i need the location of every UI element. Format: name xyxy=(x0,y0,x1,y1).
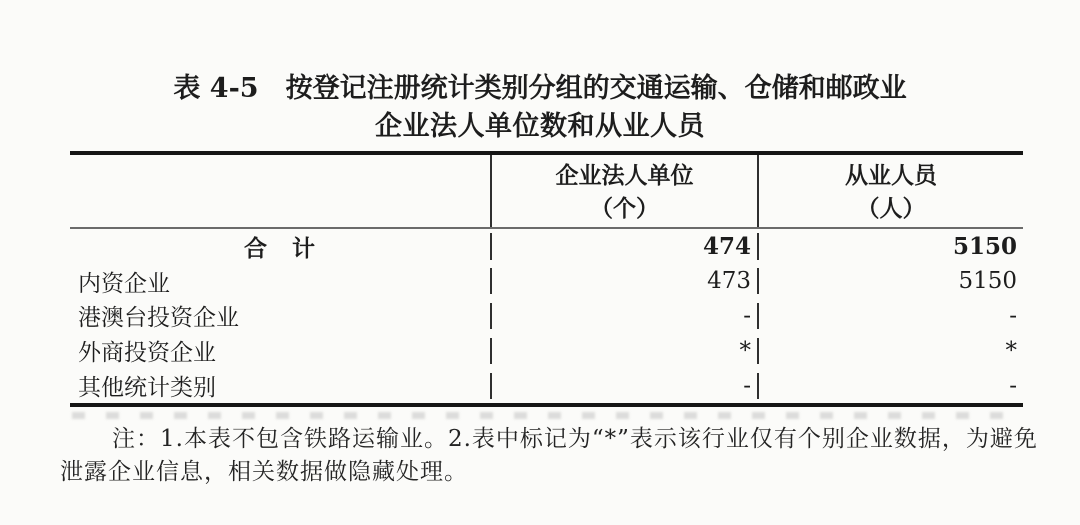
employee-count: 5150 xyxy=(757,268,1023,294)
header-category-cell xyxy=(70,155,490,227)
table-row-domestic xyxy=(70,264,1023,299)
header-legal-entity-cell xyxy=(490,155,757,227)
header-employees-unit: （人） xyxy=(856,195,926,222)
header-employees-label: 从业人员 xyxy=(845,162,937,189)
table-row-foreign xyxy=(70,333,1023,368)
legal-entity-count: - xyxy=(490,303,757,329)
legal-entity-count: * xyxy=(490,338,757,364)
employee-count: - xyxy=(757,373,1023,399)
table-title-line1: 表 4-5 按登记注册统计类别分组的交通运输、仓储和邮政业 xyxy=(173,73,907,104)
legal-entity-count: - xyxy=(490,373,757,399)
header-employees-cell xyxy=(757,155,1023,227)
employee-count: 5150 xyxy=(757,233,1023,260)
scan-artifact xyxy=(72,412,1022,419)
table-title-line2: 企业法人单位数和从业人员 xyxy=(375,111,705,142)
row-label: 其他统计类别 xyxy=(78,375,216,402)
row-label: 外商投资企业 xyxy=(78,340,216,367)
statistics-table xyxy=(70,151,1023,407)
footnote-line2: 泄露企业信息，相关数据做隐藏处理。 xyxy=(60,459,468,485)
footnote-line1: 注：1.本表不包含铁路运输业。2.表中标记为“*”表示该行业仅有个别企业数据，为避免 xyxy=(112,426,1038,452)
row-label: 合 计 xyxy=(244,234,316,262)
table-body xyxy=(70,229,1023,403)
legal-entity-count: 473 xyxy=(490,268,757,294)
row-label: 内资企业 xyxy=(78,270,170,297)
table-row-other xyxy=(70,368,1023,403)
table-header-row xyxy=(70,155,1023,229)
row-label: 港澳台投资企业 xyxy=(78,305,239,332)
legal-entity-count: 474 xyxy=(490,233,757,260)
header-legal-entity-unit: （个） xyxy=(590,195,659,222)
header-legal-entity-label: 企业法人单位 xyxy=(555,162,694,189)
employee-count: * xyxy=(757,338,1023,364)
employee-count: - xyxy=(757,303,1023,329)
table-row-total xyxy=(70,229,1023,264)
table-row-hkmt xyxy=(70,299,1023,334)
